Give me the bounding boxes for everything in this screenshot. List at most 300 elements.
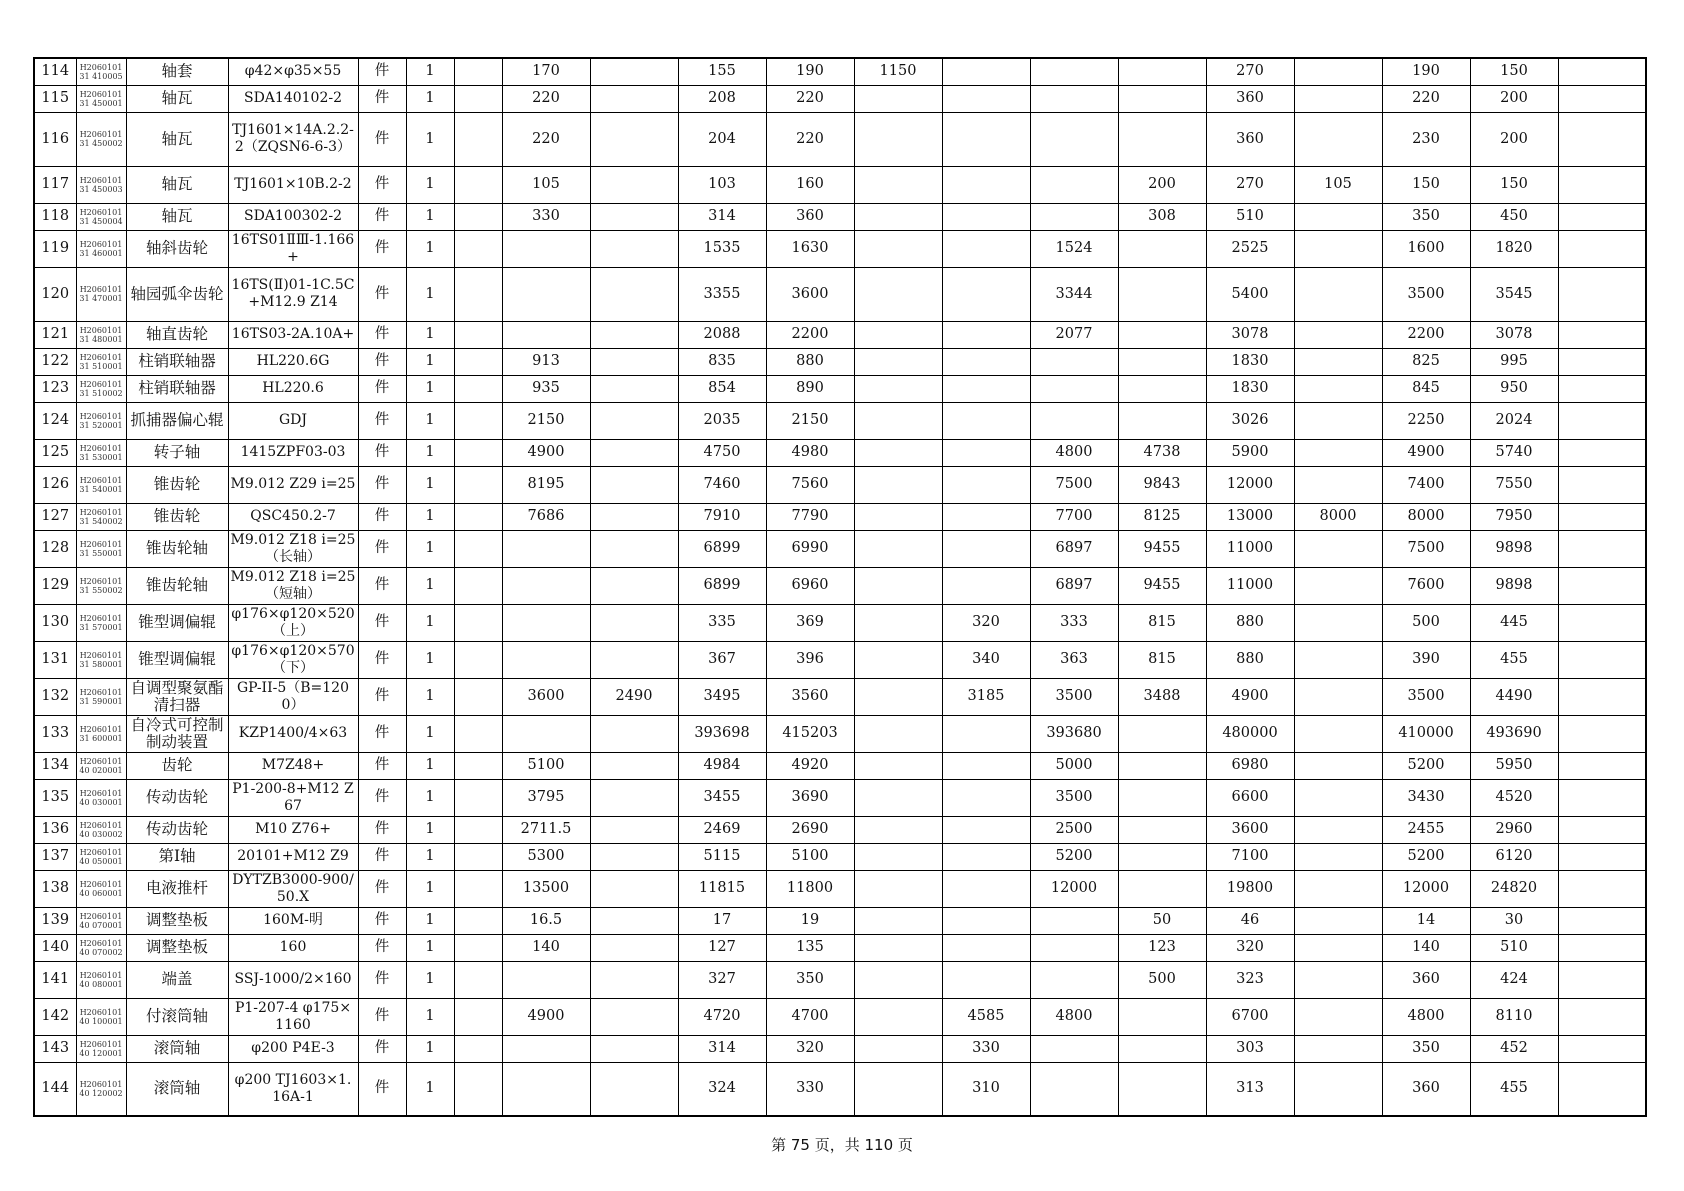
price-col-10-cell: 1830 [1206, 348, 1294, 375]
price-col-13-cell: 8110 [1470, 998, 1558, 1035]
price-col-14-cell [1558, 439, 1646, 466]
table-row [34, 267, 1646, 321]
price-col-8-cell: 4800 [1030, 439, 1118, 466]
price-col-14-cell [1558, 166, 1646, 203]
price-col-12-cell: 7400 [1382, 466, 1470, 503]
price-col-9-cell [1118, 1062, 1206, 1116]
price-col-1-cell [454, 567, 502, 604]
price-col-4-cell: 208 [678, 85, 766, 112]
item-name-cell: 传动齿轮 [126, 779, 228, 816]
item-name-cell: 柱销联轴器 [126, 375, 228, 402]
price-col-11-cell [1294, 267, 1382, 321]
table-row [34, 567, 1646, 604]
price-col-10-cell: 7100 [1206, 843, 1294, 870]
price-col-3-cell: 2490 [590, 678, 678, 715]
row-number-cell: 139 [34, 907, 76, 934]
price-col-9-cell [1118, 58, 1206, 85]
price-col-12-cell: 14 [1382, 907, 1470, 934]
price-col-1-cell [454, 752, 502, 779]
price-col-3-cell [590, 934, 678, 961]
price-col-8-cell [1030, 85, 1118, 112]
price-col-5-cell: 4920 [766, 752, 854, 779]
row-number-cell: 128 [34, 530, 76, 567]
price-col-7-cell: 340 [942, 641, 1030, 678]
price-col-3-cell [590, 58, 678, 85]
price-col-5-cell: 4700 [766, 998, 854, 1035]
price-col-11-cell [1294, 530, 1382, 567]
item-name-cell: 抓捕器偏心辊 [126, 402, 228, 439]
price-col-9-cell [1118, 348, 1206, 375]
row-number-cell: 140 [34, 934, 76, 961]
table-row [34, 1035, 1646, 1062]
table-row [34, 439, 1646, 466]
row-number-cell: 120 [34, 267, 76, 321]
price-col-7-cell [942, 843, 1030, 870]
row-number-cell: 137 [34, 843, 76, 870]
price-col-13-cell: 3545 [1470, 267, 1558, 321]
price-col-10-cell: 360 [1206, 85, 1294, 112]
spec-cell: 16TS03-2A.10A+ [228, 321, 358, 348]
price-col-4-cell: 6899 [678, 567, 766, 604]
quantity-cell: 1 [406, 870, 454, 907]
item-code-cell: H206010131 540001 [76, 466, 126, 503]
quantity-cell: 1 [406, 816, 454, 843]
price-col-13-cell: 150 [1470, 58, 1558, 85]
price-col-8-cell: 7500 [1030, 466, 1118, 503]
unit-cell: 件 [358, 267, 406, 321]
price-col-9-cell [1118, 402, 1206, 439]
price-col-3-cell [590, 715, 678, 752]
item-code-cell: H206010131 550001 [76, 530, 126, 567]
price-col-10-cell: 360 [1206, 112, 1294, 166]
price-col-5-cell: 220 [766, 85, 854, 112]
price-col-7-cell [942, 503, 1030, 530]
price-col-7-cell [942, 530, 1030, 567]
price-col-6-cell [854, 816, 942, 843]
price-col-6-cell [854, 641, 942, 678]
price-col-5-cell: 2200 [766, 321, 854, 348]
price-col-12-cell: 3500 [1382, 267, 1470, 321]
price-col-9-cell: 500 [1118, 961, 1206, 998]
price-col-11-cell [1294, 816, 1382, 843]
price-col-6-cell [854, 530, 942, 567]
price-col-8-cell [1030, 112, 1118, 166]
item-code-cell: H206010140 100001 [76, 998, 126, 1035]
item-name-cell: 轴瓦 [126, 112, 228, 166]
table-row [34, 641, 1646, 678]
price-col-6-cell [854, 961, 942, 998]
price-col-5-cell: 19 [766, 907, 854, 934]
quantity-cell: 1 [406, 998, 454, 1035]
price-col-1-cell [454, 466, 502, 503]
price-col-7-cell [942, 870, 1030, 907]
quantity-cell: 1 [406, 166, 454, 203]
table-row [34, 203, 1646, 230]
price-col-8-cell: 333 [1030, 604, 1118, 641]
row-number-cell: 132 [34, 678, 76, 715]
price-col-6-cell [854, 907, 942, 934]
table-row [34, 934, 1646, 961]
spec-cell: QSC450.2-7 [228, 503, 358, 530]
table-row [34, 604, 1646, 641]
price-col-13-cell: 200 [1470, 112, 1558, 166]
price-col-12-cell: 3500 [1382, 678, 1470, 715]
price-col-5-cell: 3690 [766, 779, 854, 816]
table-row [34, 816, 1646, 843]
price-col-11-cell [1294, 843, 1382, 870]
price-col-13-cell: 445 [1470, 604, 1558, 641]
price-col-4-cell: 335 [678, 604, 766, 641]
price-col-13-cell: 2960 [1470, 816, 1558, 843]
price-col-10-cell: 6980 [1206, 752, 1294, 779]
row-number-cell: 117 [34, 166, 76, 203]
price-col-9-cell [1118, 267, 1206, 321]
price-col-7-cell [942, 934, 1030, 961]
price-col-7-cell [942, 230, 1030, 267]
price-col-1-cell [454, 907, 502, 934]
spec-cell: SDA100302-2 [228, 203, 358, 230]
price-col-4-cell: 17 [678, 907, 766, 934]
price-col-6-cell [854, 678, 942, 715]
price-col-3-cell [590, 466, 678, 503]
price-col-10-cell: 510 [1206, 203, 1294, 230]
price-col-6-cell [854, 779, 942, 816]
price-col-4-cell: 6899 [678, 530, 766, 567]
price-col-4-cell: 5115 [678, 843, 766, 870]
price-col-14-cell [1558, 961, 1646, 998]
price-col-14-cell [1558, 843, 1646, 870]
price-col-3-cell [590, 641, 678, 678]
price-col-6-cell [854, 267, 942, 321]
price-col-11-cell [1294, 870, 1382, 907]
price-col-12-cell: 3430 [1382, 779, 1470, 816]
price-col-10-cell: 1830 [1206, 375, 1294, 402]
price-col-12-cell: 4800 [1382, 998, 1470, 1035]
price-col-2-cell: 140 [502, 934, 590, 961]
price-col-9-cell: 815 [1118, 604, 1206, 641]
item-name-cell: 锥齿轮轴 [126, 530, 228, 567]
item-code-cell: H206010131 590001 [76, 678, 126, 715]
row-number-cell: 123 [34, 375, 76, 402]
price-col-5-cell: 396 [766, 641, 854, 678]
unit-cell: 件 [358, 934, 406, 961]
price-col-11-cell [1294, 85, 1382, 112]
price-col-8-cell [1030, 1035, 1118, 1062]
quantity-cell: 1 [406, 58, 454, 85]
price-col-14-cell [1558, 998, 1646, 1035]
price-col-8-cell: 6897 [1030, 530, 1118, 567]
quantity-cell: 1 [406, 641, 454, 678]
table-row [34, 530, 1646, 567]
table-row [34, 715, 1646, 752]
table-row [34, 907, 1646, 934]
price-col-13-cell: 24820 [1470, 870, 1558, 907]
price-col-10-cell: 270 [1206, 58, 1294, 85]
price-col-8-cell: 4800 [1030, 998, 1118, 1035]
price-col-11-cell [1294, 1062, 1382, 1116]
quantity-cell: 1 [406, 567, 454, 604]
item-name-cell: 柱销联轴器 [126, 348, 228, 375]
price-col-4-cell: 854 [678, 375, 766, 402]
price-col-13-cell: 9898 [1470, 567, 1558, 604]
price-col-4-cell: 204 [678, 112, 766, 166]
price-col-8-cell [1030, 961, 1118, 998]
price-col-7-cell [942, 402, 1030, 439]
price-col-14-cell [1558, 267, 1646, 321]
price-col-5-cell: 220 [766, 112, 854, 166]
unit-cell: 件 [358, 58, 406, 85]
item-name-cell: 轴直齿轮 [126, 321, 228, 348]
unit-cell: 件 [358, 375, 406, 402]
price-col-14-cell [1558, 567, 1646, 604]
price-col-12-cell: 350 [1382, 203, 1470, 230]
quantity-cell: 1 [406, 752, 454, 779]
price-col-13-cell: 455 [1470, 1062, 1558, 1116]
price-col-1-cell [454, 112, 502, 166]
item-code-cell: H206010131 580001 [76, 641, 126, 678]
row-number-cell: 125 [34, 439, 76, 466]
item-code-cell: H206010131 530001 [76, 439, 126, 466]
row-number-cell: 142 [34, 998, 76, 1035]
price-col-9-cell [1118, 752, 1206, 779]
quantity-cell: 1 [406, 375, 454, 402]
price-col-7-cell: 4585 [942, 998, 1030, 1035]
item-name-cell: 自冷式可控制制动装置 [126, 715, 228, 752]
price-col-2-cell [502, 230, 590, 267]
price-col-1-cell [454, 230, 502, 267]
price-col-1-cell [454, 779, 502, 816]
quantity-cell: 1 [406, 112, 454, 166]
price-col-14-cell [1558, 503, 1646, 530]
price-col-9-cell: 200 [1118, 166, 1206, 203]
price-col-3-cell [590, 267, 678, 321]
price-col-3-cell [590, 961, 678, 998]
item-name-cell: 端盖 [126, 961, 228, 998]
table-row [34, 503, 1646, 530]
spec-cell: SSJ-1000/2×160 [228, 961, 358, 998]
price-col-11-cell [1294, 466, 1382, 503]
price-col-7-cell: 320 [942, 604, 1030, 641]
price-col-4-cell: 3455 [678, 779, 766, 816]
unit-cell: 件 [358, 604, 406, 641]
price-col-10-cell: 480000 [1206, 715, 1294, 752]
price-col-11-cell: 105 [1294, 166, 1382, 203]
price-col-10-cell: 6600 [1206, 779, 1294, 816]
spec-cell: GP-II-5（B=1200） [228, 678, 358, 715]
price-col-3-cell [590, 567, 678, 604]
price-col-9-cell [1118, 85, 1206, 112]
price-col-12-cell: 5200 [1382, 843, 1470, 870]
price-col-10-cell: 11000 [1206, 530, 1294, 567]
quantity-cell: 1 [406, 85, 454, 112]
unit-cell: 件 [358, 466, 406, 503]
price-col-1-cell [454, 1035, 502, 1062]
price-col-9-cell [1118, 870, 1206, 907]
price-col-2-cell: 220 [502, 112, 590, 166]
price-col-8-cell: 2500 [1030, 816, 1118, 843]
item-code-cell: H206010140 070002 [76, 934, 126, 961]
price-col-6-cell [854, 843, 942, 870]
price-col-12-cell: 2200 [1382, 321, 1470, 348]
quantity-cell: 1 [406, 267, 454, 321]
item-name-cell: 调整垫板 [126, 934, 228, 961]
price-col-5-cell: 415203 [766, 715, 854, 752]
price-col-13-cell: 4490 [1470, 678, 1558, 715]
price-col-14-cell [1558, 375, 1646, 402]
quantity-cell: 1 [406, 321, 454, 348]
price-col-2-cell [502, 267, 590, 321]
price-col-5-cell: 2150 [766, 402, 854, 439]
price-col-9-cell: 3488 [1118, 678, 1206, 715]
price-col-14-cell [1558, 58, 1646, 85]
spec-cell: φ200 TJ1603×1.16A-1 [228, 1062, 358, 1116]
item-code-cell: H206010131 510002 [76, 375, 126, 402]
price-col-6-cell: 1150 [854, 58, 942, 85]
row-number-cell: 119 [34, 230, 76, 267]
price-col-4-cell: 2088 [678, 321, 766, 348]
price-col-13-cell: 950 [1470, 375, 1558, 402]
price-col-2-cell: 2150 [502, 402, 590, 439]
unit-cell: 件 [358, 678, 406, 715]
price-col-6-cell [854, 375, 942, 402]
price-col-14-cell [1558, 604, 1646, 641]
spec-cell: 16TS(Ⅱ)01-1C.5C+M12.9 Z14 [228, 267, 358, 321]
item-code-cell: H206010131 410005 [76, 58, 126, 85]
row-number-cell: 134 [34, 752, 76, 779]
price-col-11-cell [1294, 375, 1382, 402]
quantity-cell: 1 [406, 439, 454, 466]
item-name-cell: 第Ⅰ轴 [126, 843, 228, 870]
table-row [34, 1062, 1646, 1116]
price-col-3-cell [590, 779, 678, 816]
item-name-cell: 齿轮 [126, 752, 228, 779]
unit-cell: 件 [358, 348, 406, 375]
price-col-2-cell: 8195 [502, 466, 590, 503]
price-col-14-cell [1558, 678, 1646, 715]
price-col-14-cell [1558, 779, 1646, 816]
item-code-cell: H206010140 120001 [76, 1035, 126, 1062]
price-col-13-cell: 9898 [1470, 530, 1558, 567]
price-col-1-cell [454, 348, 502, 375]
item-name-cell: 轴瓦 [126, 203, 228, 230]
spec-cell: φ176×φ120×520（上） [228, 604, 358, 641]
price-col-7-cell [942, 85, 1030, 112]
quantity-cell: 1 [406, 715, 454, 752]
price-col-9-cell: 9455 [1118, 567, 1206, 604]
price-col-8-cell [1030, 203, 1118, 230]
price-col-7-cell [942, 907, 1030, 934]
row-number-cell: 131 [34, 641, 76, 678]
price-col-8-cell: 3344 [1030, 267, 1118, 321]
price-col-11-cell [1294, 58, 1382, 85]
price-col-4-cell: 835 [678, 348, 766, 375]
price-col-5-cell: 3600 [766, 267, 854, 321]
unit-cell: 件 [358, 166, 406, 203]
item-name-cell: 锥齿轮 [126, 466, 228, 503]
price-col-11-cell [1294, 604, 1382, 641]
price-col-10-cell: 5900 [1206, 439, 1294, 466]
item-name-cell: 付滚筒轴 [126, 998, 228, 1035]
spec-cell: P1-207-4 φ175×1160 [228, 998, 358, 1035]
price-col-14-cell [1558, 715, 1646, 752]
price-col-9-cell: 8125 [1118, 503, 1206, 530]
price-col-14-cell [1558, 203, 1646, 230]
spec-cell: SDA140102-2 [228, 85, 358, 112]
table-row [34, 230, 1646, 267]
table-row [34, 870, 1646, 907]
spec-cell: M9.012 Z18 i=25（长轴） [228, 530, 358, 567]
price-col-10-cell: 11000 [1206, 567, 1294, 604]
price-col-3-cell [590, 85, 678, 112]
price-col-14-cell [1558, 230, 1646, 267]
price-col-12-cell: 5200 [1382, 752, 1470, 779]
quantity-cell: 1 [406, 402, 454, 439]
quantity-cell: 1 [406, 530, 454, 567]
price-col-3-cell [590, 166, 678, 203]
price-col-8-cell: 2077 [1030, 321, 1118, 348]
price-col-12-cell: 7500 [1382, 530, 1470, 567]
item-name-cell: 电液推杆 [126, 870, 228, 907]
quantity-cell: 1 [406, 348, 454, 375]
price-col-13-cell: 5950 [1470, 752, 1558, 779]
price-col-3-cell [590, 402, 678, 439]
price-col-3-cell [590, 348, 678, 375]
price-col-10-cell: 320 [1206, 934, 1294, 961]
price-col-11-cell [1294, 715, 1382, 752]
item-name-cell: 转子轴 [126, 439, 228, 466]
item-code-cell: H206010131 550002 [76, 567, 126, 604]
unit-cell: 件 [358, 907, 406, 934]
price-col-10-cell: 46 [1206, 907, 1294, 934]
price-col-2-cell: 330 [502, 203, 590, 230]
unit-cell: 件 [358, 321, 406, 348]
price-col-10-cell: 303 [1206, 1035, 1294, 1062]
price-col-8-cell [1030, 934, 1118, 961]
item-name-cell: 锥齿轮轴 [126, 567, 228, 604]
price-col-3-cell [590, 230, 678, 267]
price-col-13-cell: 450 [1470, 203, 1558, 230]
unit-cell: 件 [358, 530, 406, 567]
item-code-cell: H206010140 070001 [76, 907, 126, 934]
price-col-13-cell: 7950 [1470, 503, 1558, 530]
unit-cell: 件 [358, 1035, 406, 1062]
table-row [34, 166, 1646, 203]
price-col-7-cell [942, 816, 1030, 843]
item-name-cell: 轴瓦 [126, 85, 228, 112]
price-col-13-cell: 30 [1470, 907, 1558, 934]
price-col-5-cell: 880 [766, 348, 854, 375]
price-col-1-cell [454, 203, 502, 230]
price-col-5-cell: 369 [766, 604, 854, 641]
unit-cell: 件 [358, 203, 406, 230]
price-col-14-cell [1558, 112, 1646, 166]
table-row [34, 348, 1646, 375]
unit-cell: 件 [358, 779, 406, 816]
price-col-14-cell [1558, 402, 1646, 439]
price-col-14-cell [1558, 870, 1646, 907]
price-col-14-cell [1558, 816, 1646, 843]
price-col-13-cell: 6120 [1470, 843, 1558, 870]
item-code-cell: H206010131 450002 [76, 112, 126, 166]
table-row [34, 85, 1646, 112]
price-col-10-cell: 4900 [1206, 678, 1294, 715]
price-col-2-cell: 935 [502, 375, 590, 402]
unit-cell: 件 [358, 641, 406, 678]
price-col-7-cell [942, 267, 1030, 321]
table-row [34, 375, 1646, 402]
spec-cell: 1415ZPF03-03 [228, 439, 358, 466]
price-col-4-cell: 2035 [678, 402, 766, 439]
